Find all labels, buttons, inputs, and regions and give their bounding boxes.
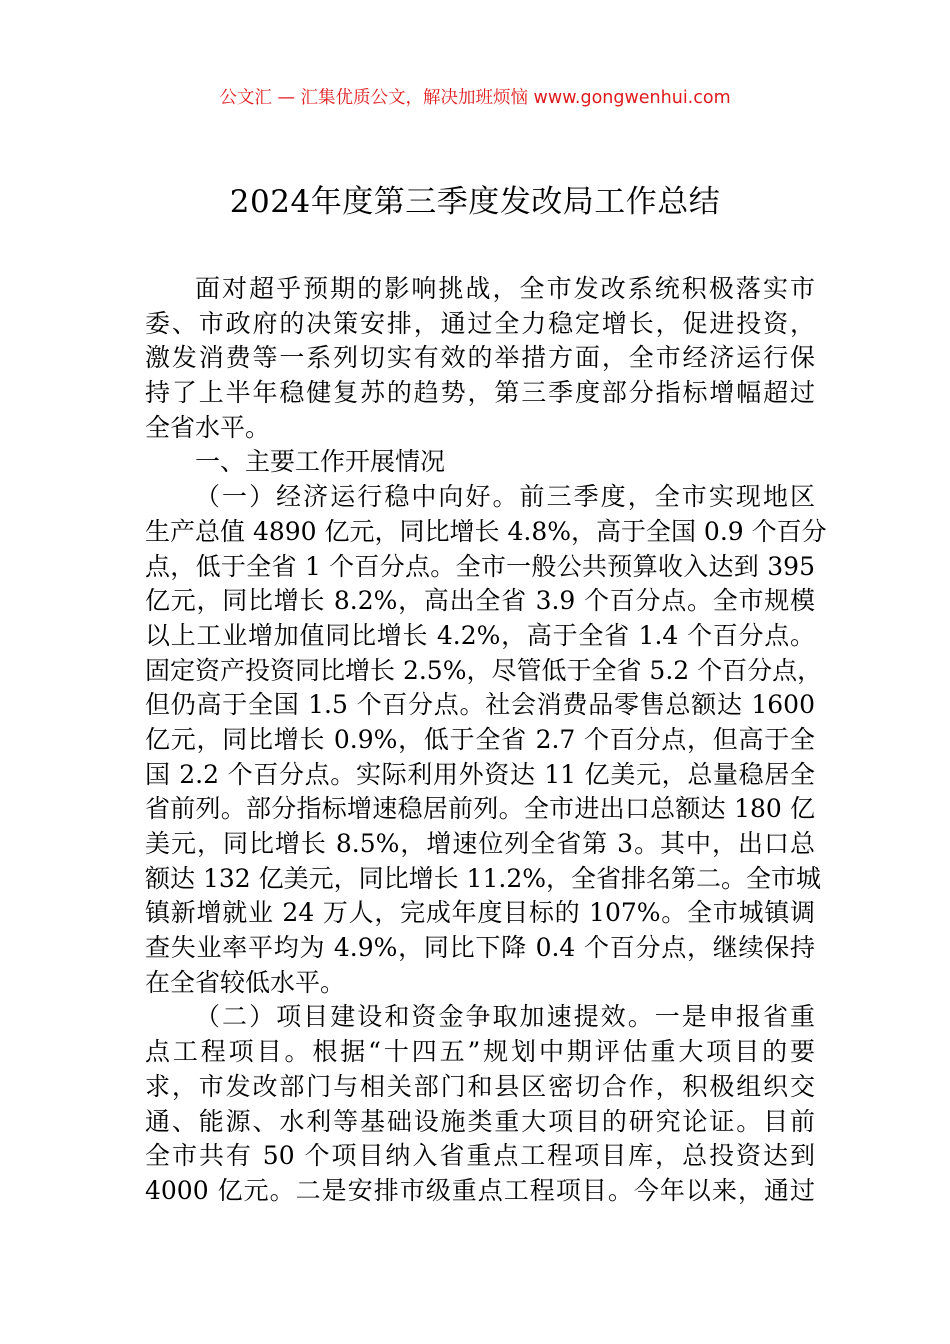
text-line: 激发消费等一系列切实有效的举措方面，全市经济运行保 — [145, 343, 815, 373]
text-line: 4000 亿元。二是安排市级重点工程项目。今年以来，通过 — [145, 1175, 815, 1205]
section-heading: 一、主要工作开展情况 — [195, 447, 446, 477]
text-line: 省前列。部分指标增速稳居前列。全市进出口总额达 180 亿 — [145, 794, 815, 824]
document-body — [145, 272, 827, 1209]
text-line: 通、能源、水利等基础设施类重大项目的研究论证。目前 — [145, 1106, 815, 1136]
text-line: 以上工业增加值同比增长 4.2%，高于全省 1.4 个百分点。 — [145, 620, 815, 650]
text-line: 面对超乎预期的影响挑战，全市发改系统积极落实市 — [195, 274, 815, 303]
text-line: 美元，同比增长 8.5%，增速位列全省第 3。其中，出口总 — [145, 829, 815, 858]
text-line: （二）项目建设和资金争取加速提效。一是申报省重 — [195, 1002, 815, 1032]
text-line: 亿元，同比增长 8.2%，高出全省 3.9 个百分点。全市规模 — [145, 586, 815, 616]
text-line: 国 2.2 个百分点。实际利用外资达 11 亿美元，总量稳居全 — [145, 759, 815, 789]
text-line: 镇新增就业 24 万人，完成年度目标的 107%。全市城镇调 — [145, 898, 815, 928]
text-line: 查失业率平均为 4.9%，同比下降 0.4 个百分点，继续保持 — [145, 933, 815, 963]
header-banner: 公文汇 — 汇集优质公文，解决加班烦恼 www.gongwenhui.com — [219, 88, 731, 108]
text-line: 点工程项目。根据“十四五”规划中期评估重大项目的要 — [145, 1037, 815, 1067]
text-line: 但仍高于全国 1.5 个百分点。社会消费品零售总额达 1600 — [145, 690, 815, 720]
text-line: 固定资产投资同比增长 2.5%，尽管低于全省 5.2 个百分点， — [145, 655, 823, 685]
text-line: 求，市发改部门与相关部门和县区密切合作，积极组织交 — [145, 1071, 815, 1101]
text-line: （一）经济运行稳中向好。前三季度，全市实现地区 — [195, 482, 815, 512]
text-line: 全省水平。 — [145, 412, 271, 442]
text-line: 持了上半年稳健复苏的趋势，第三季度部分指标增幅超过 — [145, 378, 815, 408]
text-line: 额达 132 亿美元，同比增长 11.2%，全省排名第二。全市城 — [145, 863, 821, 893]
text-line: 委、市政府的决策安排，通过全力稳定增长，促进投资， — [145, 308, 815, 338]
text-line: 亿元，同比增长 0.9%，低于全省 2.7 个百分点，但高于全 — [145, 724, 815, 754]
text-line: 点，低于全省 1 个百分点。全市一般公共预算收入达到 395 — [145, 551, 815, 581]
text-line: 全市共有 50 个项目纳入省重点工程项目库，总投资达到 — [145, 1141, 815, 1171]
text-line: 生产总值 4890 亿元，同比增长 4.8%，高于全国 0.9 个百分 — [145, 516, 827, 546]
document-title: 2024年度第三季度发改局工作总结 — [229, 184, 721, 220]
text-line: 在全省较低水平。 — [145, 967, 346, 997]
